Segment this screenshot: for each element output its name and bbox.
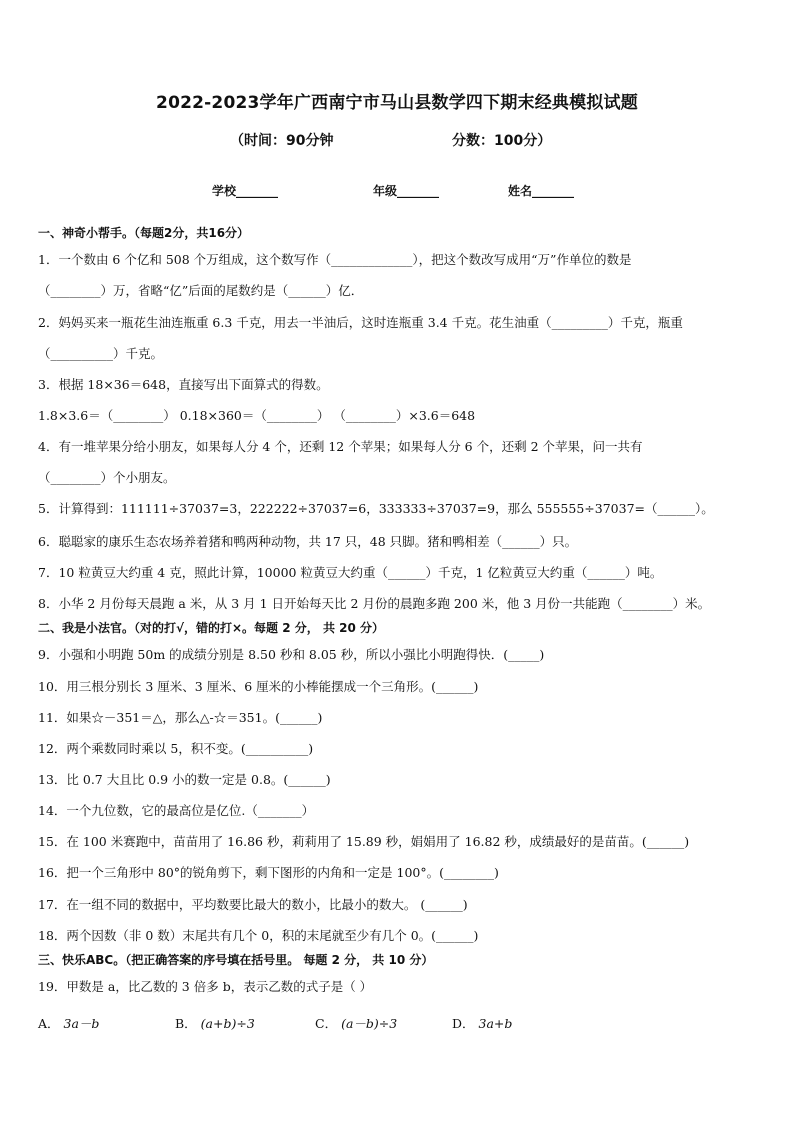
question-18: 18．两个因数（非 0 数）末尾共有几个 0，积的末尾就至少有几个 0。(______) <box>38 928 479 943</box>
question-17: 17．在一组不同的数据中，平均数要比最大的数小，比最小的数大。 (______) <box>38 897 468 912</box>
section-2-heading: 二、我是小法官。（对的打√，错的打×。每题 2 分， 共 20 分） <box>38 621 384 635</box>
question-8: 8．小华 2 月份每天晨跑 a 米，从 3 月 1 日开始每天比 2 月份的晨跑多跑 200 米，他 3 月份一共能跑（________）米。 <box>38 596 711 611</box>
option-b-label: B． <box>175 1016 197 1031</box>
exam-time: （时间：90分钟 <box>230 133 334 149</box>
question-3-line-1: 3．根据 18×36＝648，直接写出下面算式的得数。 <box>38 377 329 392</box>
option-c-label: C． <box>315 1016 338 1031</box>
question-11: 11．如果☆－351＝△，那么△-☆＝351。(______) <box>38 710 323 725</box>
school-field: 学校_______ <box>212 184 279 198</box>
question-12: 12．两个乘数同时乘以 5，积不变。(__________) <box>38 741 314 756</box>
option-a[interactable] <box>38 1014 99 1032</box>
question-14: 14．一个九位数，它的最高位是亿位.（_______） <box>38 803 315 818</box>
option-b-expression: (a+b)÷3 <box>200 1016 255 1031</box>
section-3-heading: 三、快乐ABC。（把正确答案的序号填在括号里。 每题 2 分， 共 10 分） <box>38 953 434 967</box>
question-3-line-2: 1.8×3.6＝（________） 0.18×360＝（________） （________）×3.6＝648 <box>38 408 476 423</box>
question-2-line-1: 2．妈妈买来一瓶花生油连瓶重 6.3 千克，用去一半油后，这时连瓶重 3.4 千克。花生油重（_________）千克，瓶重 <box>38 315 683 330</box>
question-1-line-1: 1．一个数由 6 个亿和 508 个万组成，这个数写作（_____________），把这个数改写成用“万”作单位的数是 <box>38 252 632 267</box>
question-9: 9．小强和小明跑 50m 的成绩分别是 8.50 秒和 8.05 秒，所以小强比小明跑得快．(_____) <box>38 647 545 662</box>
section-1-heading: 一、神奇小帮手。（每题2分，共16分） <box>38 226 250 240</box>
option-d-label: D． <box>452 1016 475 1031</box>
option-a-expression: 3a－b <box>63 1016 100 1031</box>
question-4-line-1: 4．有一堆苹果分给小朋友，如果每人分 4 个，还剩 12 个苹果；如果每人分 6 个，还剩 2 个苹果，问一共有 <box>38 439 643 454</box>
exam-score: 分数：100分） <box>452 133 552 149</box>
question-2-line-2: （__________）千克。 <box>38 346 164 361</box>
option-d-expression: 3a+b <box>478 1016 513 1031</box>
question-19: 19．甲数是 a，比乙数的 3 倍多 b，表示乙数的式子是（ ） <box>38 979 373 994</box>
option-d[interactable] <box>452 1014 512 1032</box>
option-a-label: A． <box>38 1016 60 1031</box>
name-field: 姓名_______ <box>508 184 575 198</box>
question-1-line-2: （________）万，省略“亿”后面的尾数约是（______）亿． <box>38 283 364 298</box>
question-4-line-2: （________）个小朋友。 <box>38 470 176 485</box>
question-16: 16．把一个三角形中 80°的锐角剪下，剩下图形的内角和一定是 100°。(________) <box>38 865 499 880</box>
page-title: 2022-2023学年广西南宁市马山县数学四下期末经典模拟试题 <box>156 93 638 113</box>
question-5: 5．计算得到：111111÷37037=3，222222÷37037=6，333333÷37037=9，那么 555555÷37037=（______）。 <box>38 501 714 516</box>
option-c[interactable] <box>315 1014 397 1032</box>
question-15: 15．在 100 米赛跑中，苗苗用了 16.86 秒，莉莉用了 15.89 秒，娟娟用了 16.82 秒，成绩最好的是苗苗。(______) <box>38 834 690 849</box>
question-6: 6．聪聪家的康乐生态农场养着猪和鸭两种动物，共 17 只，48 只脚。猪和鸭相差（______）只。 <box>38 534 578 549</box>
question-7: 7．10 粒黄豆大约重 4 克，照此计算，10000 粒黄豆大约重（______）千克，1 亿粒黄豆大约重（______）吨。 <box>38 565 663 580</box>
grade-field: 年级_______ <box>373 184 440 198</box>
question-10: 10．用三根分别长 3 厘米、3 厘米、6 厘米的小棒能摆成一个三角形。(______) <box>38 679 479 694</box>
option-b[interactable] <box>175 1014 255 1032</box>
question-13: 13．比 0.7 大且比 0.9 小的数一定是 0.8。(______) <box>38 772 331 787</box>
option-c-expression: (a－b)÷3 <box>341 1016 398 1031</box>
